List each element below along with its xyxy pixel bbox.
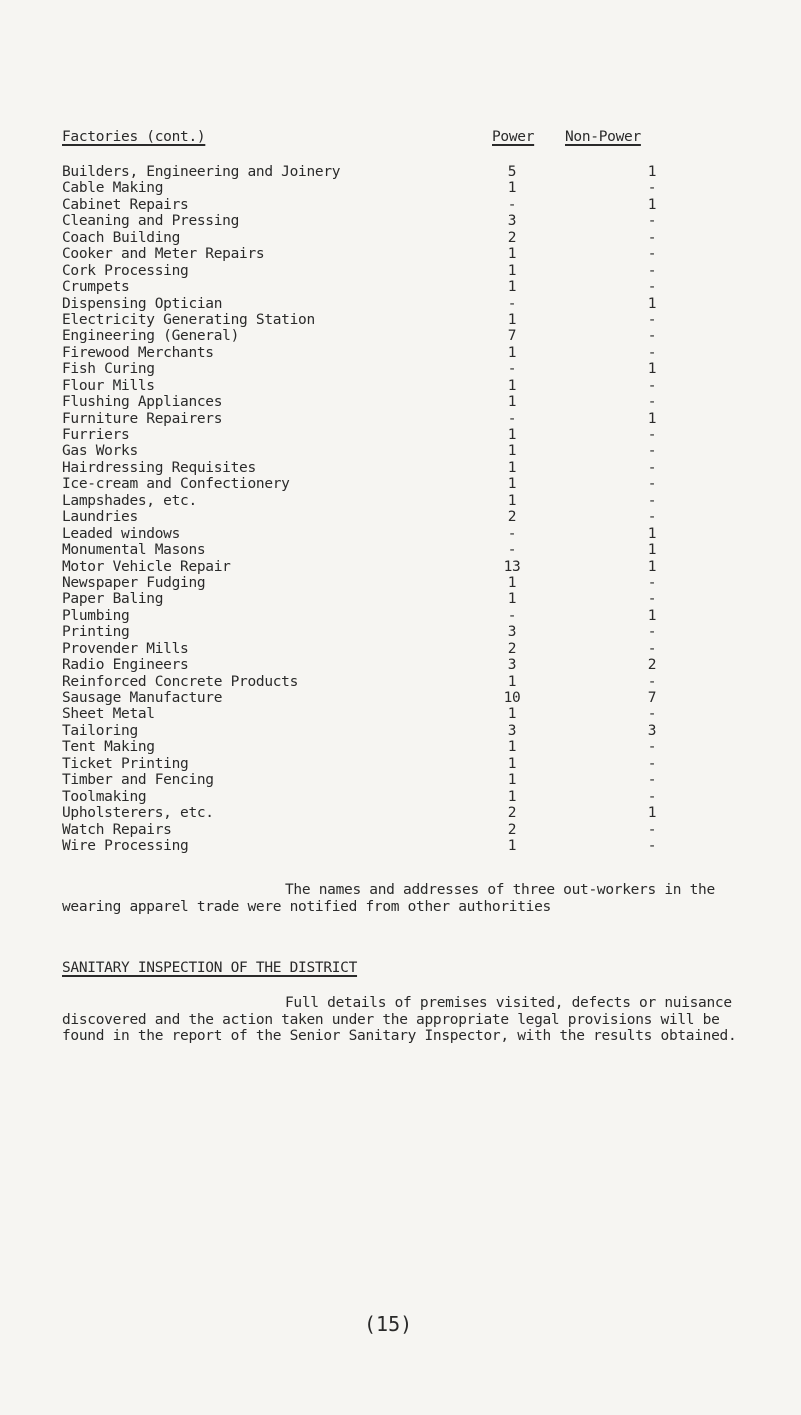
table-row xyxy=(62,789,722,805)
factory-type: Cable Making xyxy=(62,180,164,197)
factory-type: Ice-cream and Confectionery xyxy=(62,476,290,493)
power-count: 2 xyxy=(507,805,517,822)
nonpower-count: - xyxy=(647,328,657,345)
power-count: 1 xyxy=(507,459,517,476)
nonpower-count: - xyxy=(647,788,657,805)
power-count: 1 xyxy=(507,246,517,263)
table-row xyxy=(62,345,722,361)
table-row xyxy=(62,690,722,706)
power-count: - xyxy=(507,295,517,312)
nonpower-count: - xyxy=(647,772,657,789)
table-row xyxy=(62,559,722,575)
table-row xyxy=(62,624,722,640)
power-count: - xyxy=(507,525,517,542)
power-count: 13 xyxy=(503,558,521,575)
factory-type: Flour Mills xyxy=(62,377,155,394)
nonpower-count: - xyxy=(647,427,657,443)
table-row xyxy=(62,723,722,739)
table-row xyxy=(62,164,722,180)
table-row xyxy=(62,361,722,377)
power-count: 1 xyxy=(507,344,517,361)
table-row xyxy=(62,230,722,246)
power-count: 1 xyxy=(507,591,517,608)
table-row xyxy=(62,411,722,427)
power-count: 1 xyxy=(507,574,517,591)
power-count: 1 xyxy=(507,394,517,411)
power-count: 3 xyxy=(507,722,517,739)
power-count: 1 xyxy=(507,492,517,509)
factory-type: Tent Making xyxy=(62,739,155,756)
power-count: 3 xyxy=(507,657,517,674)
factory-type: Motor Vehicle Repair xyxy=(62,558,231,575)
nonpower-count: - xyxy=(647,262,657,279)
table-row xyxy=(62,493,722,509)
power-count: 1 xyxy=(507,180,517,197)
power-count: 1 xyxy=(507,476,517,493)
table-row xyxy=(62,443,722,459)
nonpower-count: - xyxy=(647,624,657,641)
power-count: 1 xyxy=(507,673,517,690)
factory-type: Provender Mills xyxy=(62,640,189,657)
power-count: - xyxy=(507,542,517,559)
factory-type: Newspaper Fudging xyxy=(62,574,206,591)
table-row xyxy=(62,706,722,722)
power-count: 1 xyxy=(507,311,517,328)
factory-type: Coach Building xyxy=(62,229,181,246)
table-row xyxy=(62,312,722,328)
nonpower-count: - xyxy=(647,640,657,657)
nonpower-count: 1 xyxy=(647,805,657,822)
nonpower-count: 1 xyxy=(647,410,657,427)
power-count: 1 xyxy=(507,837,517,854)
power-count: 1 xyxy=(507,772,517,789)
power-count: 1 xyxy=(507,755,517,772)
nonpower-count: - xyxy=(647,673,657,690)
factory-type: Crumpets xyxy=(62,279,130,296)
table-row xyxy=(62,526,722,542)
table-row xyxy=(62,427,722,443)
factory-type: Fish Curing xyxy=(62,361,155,378)
power-count: 10 xyxy=(503,690,521,706)
table-row xyxy=(62,838,722,854)
factory-type: Furniture Repairers xyxy=(62,410,223,427)
factory-type: Plumbing xyxy=(62,607,130,624)
table-row xyxy=(62,805,722,821)
table-row xyxy=(62,279,722,295)
power-count: - xyxy=(507,196,517,213)
table-row xyxy=(62,509,722,525)
factory-type: Dispensing Optician xyxy=(62,295,223,312)
nonpower-count: - xyxy=(647,229,657,246)
factory-type: Ticket Printing xyxy=(62,755,189,772)
table-row xyxy=(62,772,722,788)
factory-type: Tailoring xyxy=(62,722,138,739)
nonpower-count: - xyxy=(647,509,657,526)
factory-type: Firewood Merchants xyxy=(62,344,214,361)
nonpower-count: 1 xyxy=(647,525,657,542)
factory-type: Flushing Appliances xyxy=(62,394,223,411)
nonpower-count: - xyxy=(647,180,657,197)
table-title: Factories (cont.) xyxy=(62,129,206,145)
nonpower-count: 7 xyxy=(647,690,657,706)
column-header-nonpower: Non-Power xyxy=(565,129,641,145)
table-row xyxy=(62,542,722,558)
power-count: - xyxy=(507,361,517,378)
nonpower-count: 3 xyxy=(647,722,657,739)
nonpower-count: - xyxy=(647,213,657,230)
outworkers-note: The names and addresses of three out-workers in the wearing apparel trade were notified from other authorities xyxy=(62,882,715,915)
section-body: Full details of premises visited, defects or nuisance discovered and the action taken under the appropriate legal provisions will be found in the report of the Senior Sanitary Inspector, with the results obtained. xyxy=(62,995,737,1044)
factory-type: Sausage Manufacture xyxy=(62,690,223,706)
nonpower-count: - xyxy=(647,443,657,460)
factory-type: Upholsterers, etc. xyxy=(62,805,214,822)
nonpower-count: - xyxy=(647,394,657,411)
column-header-power: Power xyxy=(492,129,535,145)
power-count: 2 xyxy=(507,509,517,526)
nonpower-count: - xyxy=(647,246,657,263)
factory-type: Toolmaking xyxy=(62,788,147,805)
power-count: 2 xyxy=(507,229,517,246)
power-count: 1 xyxy=(507,279,517,296)
nonpower-count: - xyxy=(647,377,657,394)
table-row xyxy=(62,246,722,262)
table-row xyxy=(62,608,722,624)
table-row xyxy=(62,296,722,312)
power-count: 1 xyxy=(507,788,517,805)
factory-type: Hairdressing Requisites xyxy=(62,459,256,476)
nonpower-count: - xyxy=(647,459,657,476)
factory-type: Radio Engineers xyxy=(62,657,189,674)
nonpower-count: - xyxy=(647,755,657,772)
factory-type: Furriers xyxy=(62,427,130,443)
table-row xyxy=(62,263,722,279)
table-row xyxy=(62,378,722,394)
factory-type: Electricity Generating Station xyxy=(62,311,315,328)
factory-type: Reinforced Concrete Products xyxy=(62,673,299,690)
power-count: 2 xyxy=(507,640,517,657)
nonpower-count: - xyxy=(647,279,657,296)
table-row xyxy=(62,657,722,673)
section-heading: SANITARY INSPECTION OF THE DISTRICT xyxy=(62,960,358,976)
nonpower-count: - xyxy=(647,574,657,591)
nonpower-count: - xyxy=(647,591,657,608)
table-row xyxy=(62,460,722,476)
factory-type: Gas Works xyxy=(62,443,138,460)
table-row xyxy=(62,575,722,591)
page-number: (15) xyxy=(364,1312,413,1336)
table-row xyxy=(62,591,722,607)
nonpower-count: - xyxy=(647,837,657,854)
nonpower-count: 1 xyxy=(647,542,657,559)
power-count: 5 xyxy=(507,164,517,180)
factory-type: Paper Baling xyxy=(62,591,164,608)
factory-type: Cork Processing xyxy=(62,262,189,279)
factory-type: Printing xyxy=(62,624,130,641)
power-count: 1 xyxy=(507,443,517,460)
power-count: - xyxy=(507,607,517,624)
factory-type: Sheet Metal xyxy=(62,706,155,723)
nonpower-count: - xyxy=(647,821,657,838)
nonpower-count: - xyxy=(647,476,657,493)
power-count: - xyxy=(507,410,517,427)
power-count: 1 xyxy=(507,262,517,279)
table-row xyxy=(62,476,722,492)
factory-table xyxy=(62,164,722,854)
power-count: 7 xyxy=(507,328,517,345)
table-row xyxy=(62,328,722,344)
factory-type: Lampshades, etc. xyxy=(62,492,197,509)
table-row xyxy=(62,739,722,755)
nonpower-count: 1 xyxy=(647,607,657,624)
table-row xyxy=(62,180,722,196)
nonpower-count: - xyxy=(647,492,657,509)
factory-type: Cooker and Meter Repairs xyxy=(62,246,265,263)
factory-type: Builders, Engineering and Joinery xyxy=(62,164,341,180)
table-row xyxy=(62,213,722,229)
factory-type: Timber and Fencing xyxy=(62,772,214,789)
nonpower-count: 1 xyxy=(647,558,657,575)
nonpower-count: 1 xyxy=(647,295,657,312)
factory-type: Leaded windows xyxy=(62,525,181,542)
nonpower-count: 1 xyxy=(647,361,657,378)
table-row xyxy=(62,822,722,838)
table-row xyxy=(62,756,722,772)
nonpower-count: 1 xyxy=(647,164,657,180)
power-count: 2 xyxy=(507,821,517,838)
factory-type: Watch Repairs xyxy=(62,821,172,838)
factory-type: Cabinet Repairs xyxy=(62,196,189,213)
factory-type: Cleaning and Pressing xyxy=(62,213,240,230)
nonpower-count: - xyxy=(647,739,657,756)
power-count: 1 xyxy=(507,427,517,443)
nonpower-count: - xyxy=(647,311,657,328)
factory-type: Engineering (General) xyxy=(62,328,240,345)
power-count: 1 xyxy=(507,706,517,723)
nonpower-count: - xyxy=(647,344,657,361)
nonpower-count: 2 xyxy=(647,657,657,674)
table-row xyxy=(62,674,722,690)
factory-type: Wire Processing xyxy=(62,837,189,854)
nonpower-count: - xyxy=(647,706,657,723)
table-row xyxy=(62,394,722,410)
factory-type: Monumental Masons xyxy=(62,542,206,559)
power-count: 1 xyxy=(507,739,517,756)
power-count: 1 xyxy=(507,377,517,394)
table-row xyxy=(62,641,722,657)
table-row xyxy=(62,197,722,213)
nonpower-count: 1 xyxy=(647,196,657,213)
factory-type: Laundries xyxy=(62,509,138,526)
power-count: 3 xyxy=(507,213,517,230)
power-count: 3 xyxy=(507,624,517,641)
